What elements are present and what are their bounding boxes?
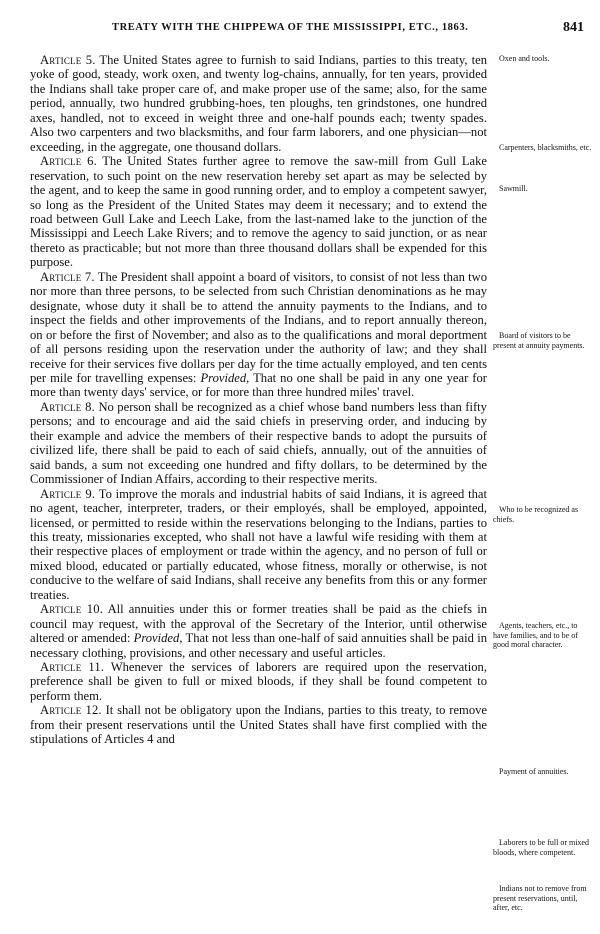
page-header bbox=[0, 20, 600, 40]
article-label: Article 5. bbox=[40, 53, 96, 67]
margin-note-laborers: Laborers to be full or mixed bloods, where competent. bbox=[493, 838, 589, 857]
article-12 bbox=[30, 703, 487, 746]
article-label: Article 11. bbox=[40, 660, 105, 675]
margin-note-carpenters: Carpenters, blacksmiths, etc. bbox=[499, 143, 592, 152]
treaty-text bbox=[30, 53, 487, 928]
article-text-continued: That no one shall be paid in any one year for more than twenty days' service, or for more than three hundred miles' travel. bbox=[30, 370, 487, 400]
proviso: Provided, bbox=[200, 370, 250, 385]
article-label: Article 12. bbox=[40, 703, 102, 718]
margin-note-annuities: Payment of annuities. bbox=[499, 767, 569, 776]
article-label: Article 8. bbox=[40, 399, 95, 414]
proviso: Provided, bbox=[133, 631, 183, 646]
running-title: TREATY WITH THE CHIPPEWA OF THE MISSISSIPPI, ETC., 1863. bbox=[112, 22, 469, 33]
article-label: Article 7. bbox=[40, 269, 95, 284]
article-10 bbox=[30, 602, 487, 660]
article-label: Article 9. bbox=[40, 486, 96, 501]
article-text: Whenever the services of laborers are required upon the reservation, preference shall be given to full or mixed bloods, if they shall be found competent to perform them. bbox=[30, 660, 487, 703]
article-8 bbox=[30, 400, 487, 487]
article-text: To improve the morals and industrial habits of said Indians, it is agreed that no agent, teacher, interpreter, traders, or their employés, shall be employed, appointed, licensed, or permitted to reside within the reservations belonging to the Indians, parties to this treaty, missionaries excepted, who shall not have a lawful wife residing with them at their respective places of employment or trade within the agency, and no person of full or mixed blood, educated or partially educated, whose fitness, morally or otherwise, is not conducive to the welfare of said Indians, shall receive any benefits from this or any former treaties. bbox=[30, 486, 487, 602]
page-number: 841 bbox=[563, 20, 584, 35]
article-7 bbox=[30, 270, 487, 400]
article-text-continued: That not less than one-half of said annuities shall be paid in necessary clothing, provisions, and other necessary and useful articles. bbox=[30, 631, 487, 660]
article-text: It shall not be obligatory upon the Indians, parties to this treaty, to remove from their present reservations until the United States shall have first complied with the stipulations of Articles 4 and bbox=[30, 703, 487, 747]
article-11 bbox=[30, 660, 487, 703]
margin-note-board-of-visitors: Board of visitors to be present at annuity payments. bbox=[493, 331, 585, 350]
article-9 bbox=[30, 487, 487, 603]
article-text: The United States further agree to remove the saw-mill from Gull Lake reservation, to such point on the new reservation hereby set apart as may be selected by the agent, and to keep the same in good running order, and to employ a competent sawyer, so long as the President of the United States may deem it necessary; and to extend the road between Gull Lake and Leech Lake, from the last-named lake to the junction of the Mississippi and Leech Lake Rivers; and to remove the agency to said junction, or as near thereto as practicable; but not more than three thousand dollars shall be expended for this purpose. bbox=[30, 154, 487, 270]
article-text: No person shall be recognized as a chief whose band numbers less than fifty persons; and to encourage and aid the said chiefs in preserving order, and inducing by their example and advice the members of their respective bands to adopt the pursuits of civilized life, there shall be paid to each of said chiefs, annually, out of the annuities of said bands, a sum not exceeding one hundred and fifty dollars, to be determined by the Commissioner of Indian Affairs, according to their respective merits. bbox=[30, 399, 487, 487]
margin-note-oxen-and-tools: Oxen and tools. bbox=[499, 54, 550, 63]
margin-note-agents-teachers: Agents, teachers, etc., to have families, and to be of good moral character. bbox=[493, 621, 578, 649]
margin-note-sawmill: Sawmill. bbox=[499, 184, 528, 193]
article-5 bbox=[30, 53, 487, 154]
margin-note-removal: Indians not to remove from present reservations, until, after, etc. bbox=[493, 884, 587, 912]
article-text: The President shall appoint a board of visitors, to consist of not less than two nor more than three persons, to be selected from such Christian denominations as he may designate, whose duty it shall be to attend the annuity payments to the Indians, and to inspect the fields and other improvements of the Indians, and to report annually thereon, on or before the first of November; and also as to the qualifications and moral deportment of all persons residing upon the reservation under the authority of law; and they shall receive for their services five dollars per day for the time actually employed, and ten cents per mile for travelling expenses: bbox=[30, 269, 487, 385]
article-label: Article 6. bbox=[40, 154, 97, 169]
article-text: The United States agree to furnish to said Indians, parties to this treaty, ten yoke of good, steady, work oxen, and twenty log-chains, annually, for ten years, provided the Indians shall take proper care of, and make proper use of the same; also, for the same period, annually, two hundred grubbing-hoes, ten ploughs, ten grindstones, one hundred axes, handled, not to exceed in weight three and one-half pounds each; twenty spades. Also two carpenters and two blacksmiths, and four farm laborers, and one physician—not exceeding, in the aggregate, one thousand dollars. bbox=[30, 53, 487, 154]
article-label: Article 10. bbox=[40, 602, 104, 617]
margin-note-chiefs: Who to be recognized as chiefs. bbox=[493, 505, 579, 524]
article-6 bbox=[30, 154, 487, 270]
article-text: All annuities under this or former treaties shall be paid as the chiefs in council may request, with the approval of the Secretary of the Interior, until otherwise altered or amended: bbox=[30, 602, 487, 646]
